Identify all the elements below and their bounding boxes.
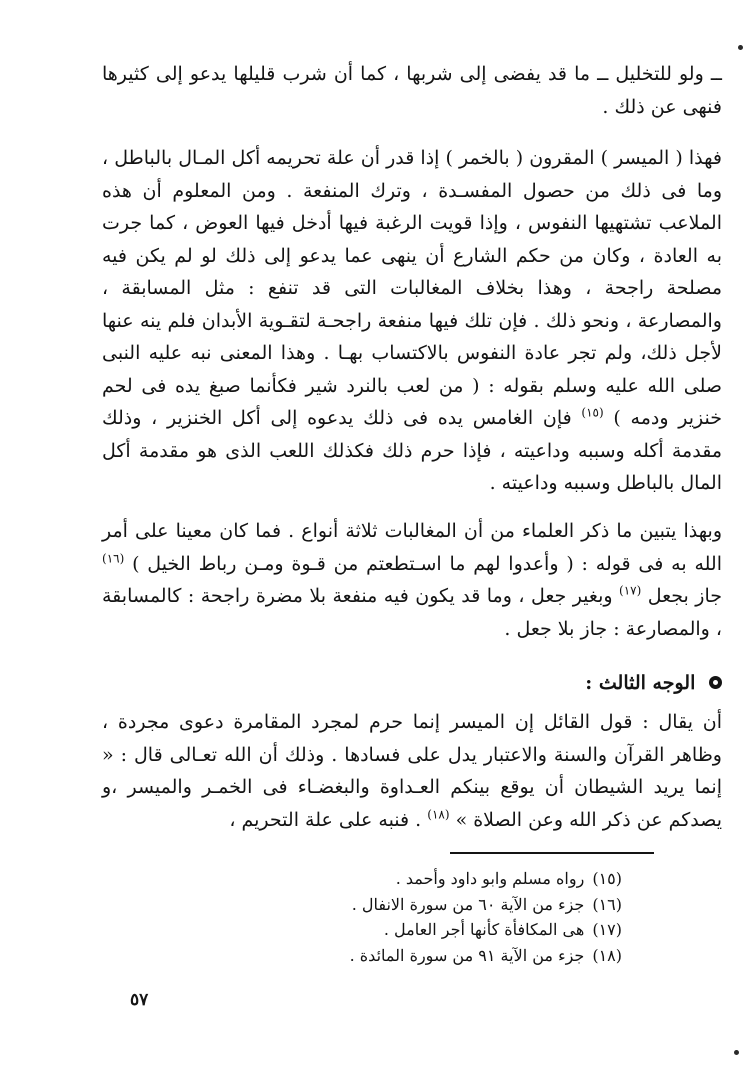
footnote-item (200, 917, 622, 943)
footnote-ref-15: (١٥) (581, 405, 604, 420)
section-heading (102, 667, 722, 699)
footnote-item (200, 866, 622, 892)
section-heading-text: الوجه الثالث : (585, 672, 696, 694)
footnote-divider (450, 852, 654, 854)
paragraph-text-tail: . فنبه على علة التحريم ، (229, 808, 422, 831)
footnote-number: (١٥) (592, 869, 622, 888)
paragraph-text: فهذا ( الميسر ) المقرون ( بالخمر ) إذا قدر أن علة تحريمه أكل المـال بالباطل ، وما فى ذلك من حصول المفسـدة ، وترك المنفعة . ومن المعلوم أن هذه الملاعب تشتهيها النفوس ، وإذا قويت الرغبة فيها أدخل فيها العوض ، كما جرت به العادة ، وكان من حكم الشارع أن ينهى عما يدعو إلى ذلك لو لم يكن فيه مصلحة راجحة ، وهذا بخلاف المغالبات التى قد تنفع : مثل المسابقة ، والمصارعة ، ونحو ذلك . فإن تلك فيها منفعة راجحـة لتقـوية الأبدان فلم ينه عنها لأجل ذلك، ولم تجر عادة النفوس بالاكتساب بهـا . وهذا المعنى نبه عليه النبى صلى الله عليه وسلم بقوله : ( من لعب بالنرد شير فكأنما صبغ يده فى لحم خنزير ودمه ) (102, 147, 722, 429)
paragraph-text-mid: جاز بجعل (647, 585, 722, 607)
footnote-text: جزء من الآية ٦٠ من سورة الانفال . (351, 894, 585, 914)
paragraph-text-tail: وبغير جعل ، وما قد يكون فيه منفعة بلا مضرة راجحة : كالمسابقة ، والمصارعة : جاز بلا جعل . (102, 585, 722, 640)
footnote-ref-18: (١٨) (427, 807, 450, 822)
footnote-text: هى المكافأة كأنها أجر العامل . (383, 920, 585, 939)
footnote-text: رواه مسلم وابو داود وأحمد . (395, 869, 585, 888)
footnote-number: (١٧) (592, 920, 622, 939)
footnote-number: (١٨) (592, 945, 622, 965)
paragraph-continuation (102, 58, 722, 123)
bullet-icon (709, 676, 722, 689)
paragraph-maysir-reason (102, 142, 722, 500)
footnote-number: (١٦) (592, 894, 622, 914)
paragraph-third-aspect (102, 706, 722, 836)
page-number: ٥٧ (130, 990, 149, 1010)
footnote-text: جزء من الآية ٩١ من سورة المائدة . (349, 945, 585, 965)
paragraph-text: ــ ولو للتخليل ــ ما قد يفضى إلى شربها ، كما أن شرب قليلها يدعو إلى كثيرها فنهى عن ذلك . (102, 63, 722, 118)
paragraph-text-tail: فإن الغامس يده فى ذلك يدعوه إلى أكل الخنزير ، وذلك مقدمة أكله وسببه وداعيته ، فإذا حرم ذلك فكذلك اللعب الذى هو مقدمة أكل المال بالباطل وسببه وداعيته . (102, 407, 722, 494)
paragraph-text: وبهذا يتبين ما ذكر العلماء من أن المغالبات ثلاثة أنواع . فما كان معينا على أمر الله به فى قوله : ( وأعدوا لهم ما اسـتطعتم من قـوة ومـن رباط الخيل ) (102, 520, 722, 575)
footnotes-list (200, 866, 622, 968)
footnote-ref-17: (١٧) (619, 583, 642, 598)
paragraph-text: أن يقال : قول القائل إن الميسر إنما حرم لمجرد المقامرة دعوى مجردة ، وظاهر القرآن والسنة والاعتبار يدل على فسادها . وذلك أن الله تعـالى قال : « إنما يريد الشيطان أن يوقع بينكم العـداوة والبغضـاء فى الخمـر والميسر ،و يصدكم عن ذكر الله وعن الصلاة » (102, 711, 722, 831)
footnote-item (200, 892, 622, 918)
paragraph-contest-types (102, 515, 722, 645)
footnote-item (200, 943, 622, 969)
scan-speck (734, 1050, 739, 1055)
footnote-ref-16: (١٦) (102, 551, 125, 566)
scan-speck (738, 45, 743, 50)
